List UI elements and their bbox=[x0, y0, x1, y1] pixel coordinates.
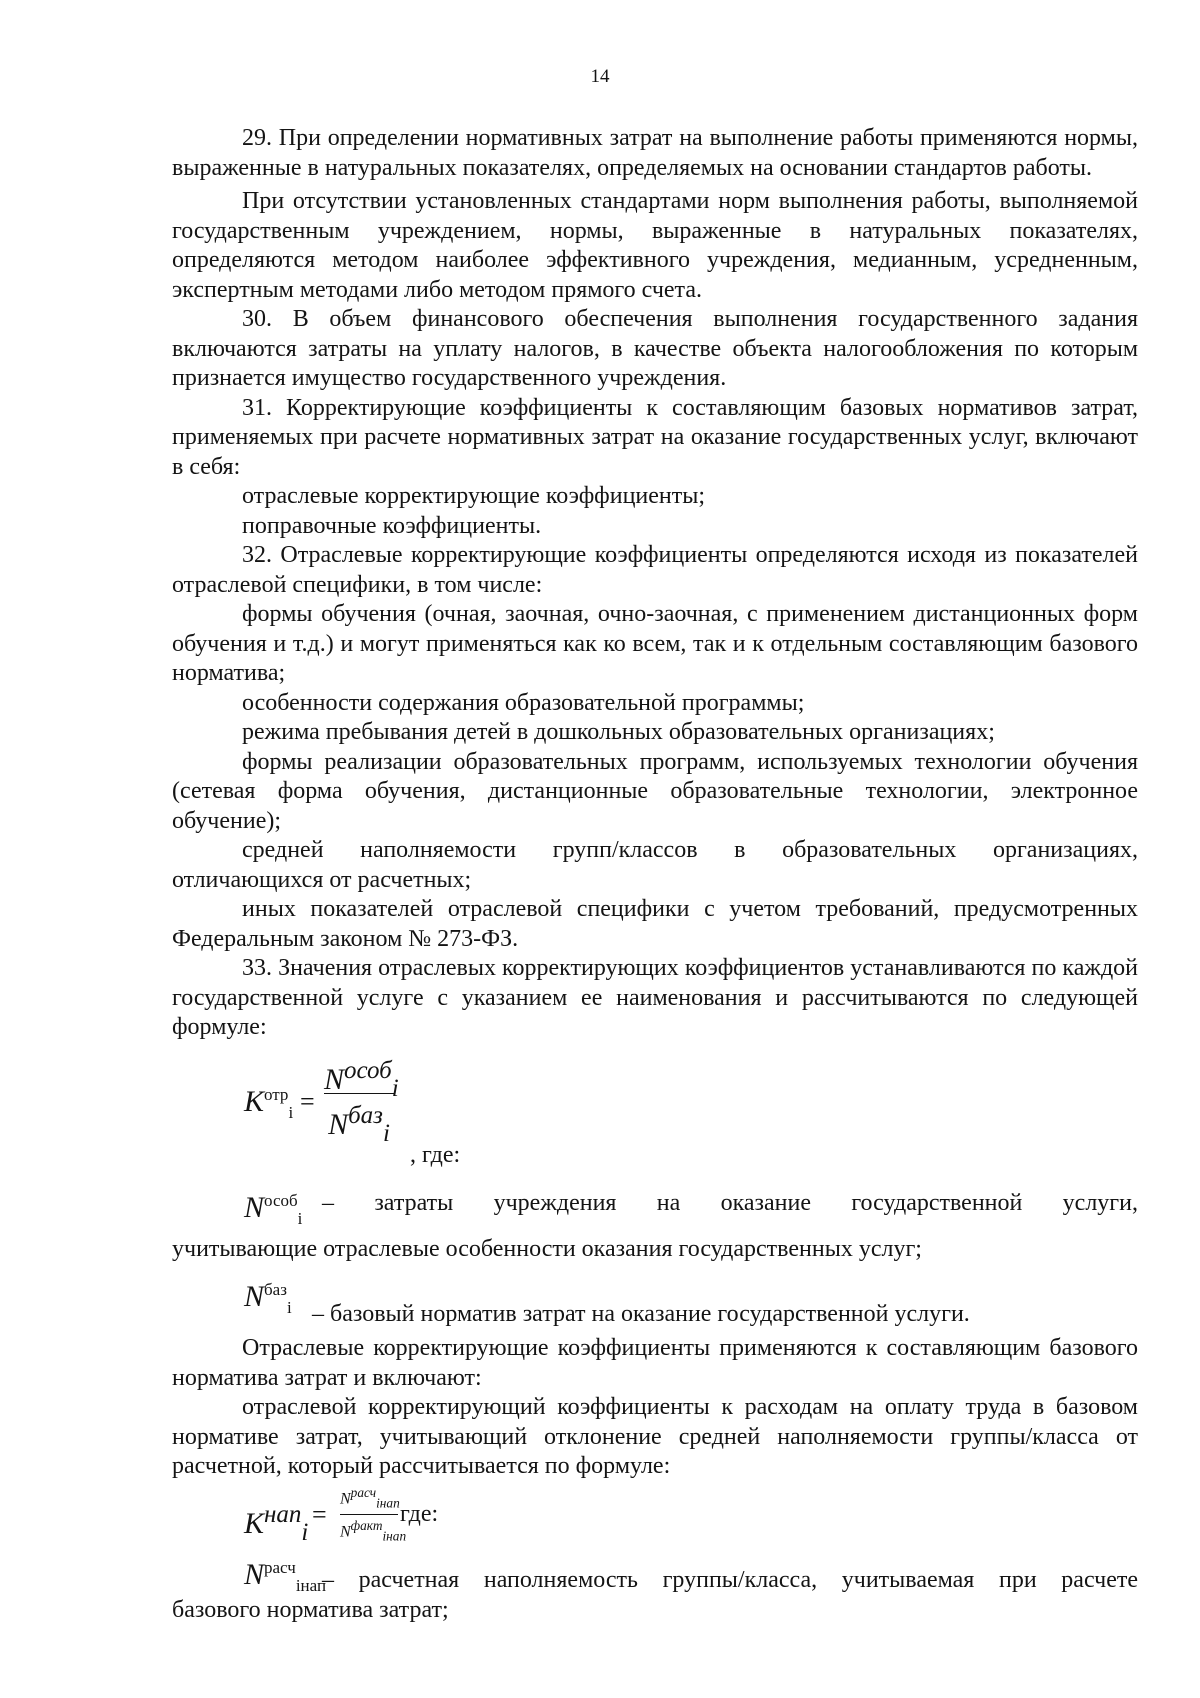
definition-n-osob bbox=[172, 1171, 1138, 1235]
list-item: особенности содержания образовательной программы; bbox=[242, 689, 805, 716]
list-item: режима пребывания детей в дошкольных образовательных организациях; bbox=[242, 719, 995, 745]
paragraph-33: 33. Значения отраслевых корректирующих коэффициентов устанавливаются по каждой государственной услуге с указанием ее наименования и рассчитываются по следующей формуле: bbox=[172, 955, 1138, 1040]
denominator: $N^{баз}_i$ bbox=[328, 1101, 390, 1147]
list-item: формы реализации образовательных программ, используемых технологии обучения (сетевая форма обучения, дистанционные образовательные технологии, электронное обучение); bbox=[172, 748, 1138, 834]
formula-k-nap bbox=[172, 1482, 1138, 1552]
list-item: формы обучения (очная, заочная, очно-заочная, с применением дистанционных форм обучения и т.д.) и могут применяться как ко всем, так и к отдельным составляющим базового норматива; bbox=[172, 601, 1138, 686]
list-item: поправочные коэффициенты. bbox=[242, 512, 542, 539]
paragraph-31: 31. Корректирующие коэффициенты к составляющим базовых нормативов затрат, применяемых при расчете нормативных затрат на оказание государственных услуг, включают в себя: bbox=[172, 394, 1138, 480]
page-number: 14 bbox=[590, 66, 610, 87]
list-item: средней наполняемости групп/классов в образовательных организациях, отличающихся от расчетных; bbox=[172, 837, 1138, 893]
paragraph-32: 32. Отраслевые корректирующие коэффициенты определяются исходя из показателей отраслевой специфики, в том числе: bbox=[172, 542, 1138, 598]
formula-lhs: $K^{отр}_i$ bbox=[244, 1084, 294, 1122]
symbol-n-osob: $N^{особ}_i$ bbox=[244, 1190, 303, 1228]
fraction bbox=[340, 1484, 407, 1546]
fraction bbox=[324, 1053, 399, 1152]
definition-text: – расчетная наполняемость группы/класса, учитываемая при расчете bbox=[322, 1566, 1138, 1593]
fraction-bar bbox=[340, 1514, 398, 1515]
definition-text: – базовый норматив затрат на оказание государственной услуги. bbox=[312, 1301, 970, 1327]
symbol-n-baz: $N^{баз}_i$ bbox=[244, 1280, 292, 1317]
paragraph-30: 30. В объем финансового обеспечения выполнения государственного задания включаются затраты на уплату налогов, в качестве объекта налогообложения по которым признается имущество государственного учреждения. bbox=[172, 306, 1138, 391]
list-item: иных показателей отраслевой специфики с учетом требований, предусмотренных Федеральным законом № 273-ФЗ. bbox=[172, 896, 1138, 952]
definition-n-rasch bbox=[172, 1552, 1138, 1623]
numerator: $N^{расч}_{iнап}$ bbox=[340, 1484, 400, 1511]
paragraph-33-item: отраслевой корректирующий коэффициенты к расходам на оплату труда в базовом нормативе затрат, учитывающий отклонение средней наполняемости группы/класса от расчетной, который рассчитывается по формуле: bbox=[172, 1394, 1138, 1479]
denominator: $N^{факт}_{iнап}$ bbox=[340, 1518, 407, 1544]
list-item: отраслевые корректирующие коэффициенты; bbox=[242, 483, 706, 509]
formula-lhs: $K^{нап}_i$ bbox=[244, 1500, 309, 1546]
where-label: где: bbox=[400, 1500, 439, 1527]
numerator: $N^{особ}_i$ bbox=[324, 1056, 399, 1102]
definition-n-baz bbox=[172, 1270, 1138, 1334]
definition-text: – затраты учреждения на оказание государственной услуги, bbox=[322, 1189, 1138, 1216]
paragraph-33-cont: Отраслевые корректирующие коэффициенты применяются к составляющим базового норматива затрат и включают: bbox=[172, 1335, 1138, 1391]
equals-sign: = bbox=[312, 1499, 327, 1529]
formula-k-otr bbox=[172, 1049, 1138, 1171]
symbol-n-rasch: $N^{расч}_{iнап}$ bbox=[244, 1557, 327, 1595]
paragraph-29-cont: При отсутствии установленных стандартами норм выполнения работы, выполняемой государственным учреждением, нормы, выраженные в натуральных показателях, определяются методом наиболее эффективного учреждения, медианным, усредненным, экспертным методами либо методом прямого счета. bbox=[172, 188, 1138, 303]
definition-text-cont: учитывающие отраслевые особенности оказания государственных услуг; bbox=[172, 1235, 922, 1262]
where-label: , где: bbox=[410, 1141, 461, 1168]
equals-sign: = bbox=[300, 1086, 315, 1116]
definition-text-cont: базового норматива затрат; bbox=[172, 1596, 449, 1623]
paragraph-29: 29. При определении нормативных затрат на выполнение работы применяются нормы, выраженные в натуральных показателях, определяемых на основании стандартов работы. bbox=[172, 125, 1138, 181]
